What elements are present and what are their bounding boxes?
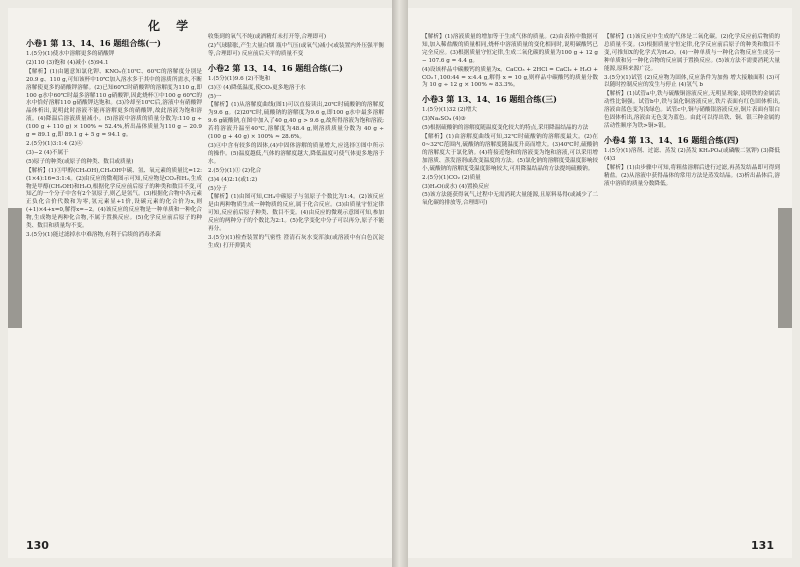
answer-paragraph: (5)原子的种类(或原子的种类、数目或质量) <box>26 158 134 165</box>
left-column-b <box>208 34 384 252</box>
answer-paragraph: 1.(5分)(1)溶剂、过滤、蒸发 (2)蒸发 KH₂PO₄(或磷酸二氢钾) (3)降低 (4)3 <box>604 147 780 162</box>
answer-paragraph: 【解析】(1)③甲醇(CH₃OH),CH₃OH中碳、氢、氧元素的质量比=12:(1×4):16=3:1:4。(2)由反应的微观图示可知,反应物是CO₂和H₂,生成物是甲醇(CH₃OH)和H₂O,根据化学反应前后原子的种类和数目不变,可知乙的一个分子中含有2个氢原子,则乙是氢气。(3)根据化合物中各元素正负化合价代数和为零,氢元素显+1价,设碳元素的化合价为x,则(+1)×4+x=0,解得x=−2。(4)该反应的反应物是一种单质和一种化合物,生成物是两种化合物,不属于置换反应。(5)化学反应前后原子的种类、数目和质量均不变。 <box>26 167 202 230</box>
answer-paragraph: 3.(5分)(1)检查装置的气密性 澄清石灰水变浑浊(或溶液中有白色沉淀生成) 打开弹簧夹 <box>208 234 384 249</box>
answer-paragraph: 【解析】(1)试管a中,铁与硫酸铜溶液反应,无明显现象,说明铁的金属活动性比铜强。试管b中,铁与氯化铜溶液反应,铁片表面有红色固体析出,溶液由蓝色变为浅绿色。试管c中,铜与硝酸银溶液反应,铜片表面有银白色固体析出,溶液由无色变为蓝色。由此可以得出铁、铜、银三种金属的活动性顺序为铁>铜>银。 <box>604 91 780 129</box>
answer-paragraph: 3.(5分)(1)能过滤掉水中难溶物,有利于后续的消毒杀菌 <box>26 231 161 238</box>
right-page <box>408 8 792 558</box>
left-column-a <box>26 34 202 241</box>
right-column-a <box>422 34 598 209</box>
answer-paragraph: 1.(5分)(1)9.6 (2)不饱和 <box>208 75 271 82</box>
answer-paragraph: 2.(5分)(1)3:1:4 (2)④ <box>26 140 83 147</box>
left-page <box>8 8 392 558</box>
answer-paragraph: 【解析】(1)从溶解度曲线(图1)可以直接读出,20℃时硫酸钠的溶解度为9.6 g。(2)20℃时,硫酸钠的溶解度为9.6 g,即100 g水中最多溶解9.6 g硫酸钠,在图中加入了40 g,40 g > 9.6 g,故所得溶液为饱和溶液;若将溶液升温至40℃,溶解度为48.4 g,则溶质质量分数为 40 g ÷ (100 g + 40 g) × 100% ≈ 28.6%。 <box>208 102 384 141</box>
quiz-section-title: 小卷3 第 13、14、16 题组合练(三) <box>422 94 557 105</box>
answer-paragraph: (3)③ (4)降低温度,使CO₂更多地溶于水 <box>208 84 306 91</box>
quiz-section-title: 小卷4 第 13、14、16 题组合练(四) <box>604 134 739 145</box>
answer-paragraph: 3.(5分)(1)试管 (2)反应物为固体,反应条件为加热 增大接触面积 (3)可以随时控制反应的发生与停止 (4)氢气 b <box>604 74 780 89</box>
answer-paragraph: (2)气球膨胀,产生大量白烟 瓶中气压(或氧气)减小(或装置内外压强平衡等,合理即可) 反应前后天平的质量不变 <box>208 42 384 57</box>
right-column-b <box>604 34 780 189</box>
quiz-section-title: 小卷1 第 13、14、16 题组合练(一) <box>26 38 161 48</box>
scan-edge-mark <box>778 208 792 328</box>
answer-paragraph: (5)该方法能获得氧气,过程中无需消耗大量能源,且原料易得(或减少了二氧化碳的排放等,合理即可) <box>422 192 598 207</box>
answer-paragraph: 【解析】(1)由步骤中可知,将粗盐溶解后进行过滤,再蒸发结晶即可得到精盐。(2)从溶液中获得晶体的常用方法是蒸发结晶。(3)析出晶体后,溶液中溶质的质量分数降低。 <box>604 164 780 187</box>
answer-paragraph: (3)④中含有较多的固体,(4)中固体溶解的质量增大,应选择③图中所示的操作。(5)温度越低,气体的溶解度越大,降低温度可使气体更多地溶于水。 <box>208 142 384 165</box>
answer-paragraph: 【解析】(1)由溶解度曲线可知,32℃时硫酸钠的溶解度最大。(2)在0~32℃范围内,硫酸钠的溶解度随温度升高而增大。(3)40℃时,硫酸钠的溶解度大于氯化钠。(4)将接近饱和的溶液变为饱和溶液,可以采用增加溶质、蒸发溶剂或改变温度的方法。(5)氯化钠的溶解度受温度影响较小,硫酸钠的溶解度受温度影响较大,可用降温结晶的方法提纯硫酸钠。 <box>422 134 598 172</box>
answer-paragraph: (3)−2 (4)不属于 <box>26 149 69 156</box>
answer-paragraph: (5)根据硫酸钠的溶解度随温度变化较大的特点,采用降温结晶的方法 <box>422 125 589 132</box>
answer-paragraph: (2)110 (3)饱和 (4)减小 (5)94.1 <box>26 59 109 66</box>
answer-paragraph: (4)设该样品中碳酸钙的质量为x。CaCO₃ + 2HCl = CaCl₂ + H₂O + CO₂↑,100:44 = x:4.4 g,解得 x = 10 g,则样品中碳酸钙的质量分数为 10 g ÷ 12 g × 100% ≈ 83.3%。 <box>422 66 598 89</box>
answer-paragraph: (3)Na₂SO₄ (4)③ <box>422 116 466 123</box>
answer-paragraph: 1.(5分)(1)使水中溶解更多的硝酸钾 <box>26 51 115 57</box>
answer-paragraph: 【解析】(1)该反应中生成的气体是二氧化碳。(2)化学反应前后物质的总质量不变。(3)根据质量守恒定律,化学反应前后原子的种类和数目不变,可推知X的化学式为H₂O。(4)一种单质与一种化合物反应生成另一种单质和另一种化合物的反应属于置换反应。(5)该方法不需要消耗大量能源,原料来源广泛。 <box>604 34 780 72</box>
answer-paragraph: (5)分子 <box>208 185 228 192</box>
page-number-right: 131 <box>751 539 774 552</box>
answer-paragraph: (5)一 <box>208 93 222 100</box>
quiz-section-title: 小卷2 第 13、14、16 题组合练(二) <box>208 62 343 73</box>
answer-paragraph: 【解析】(1)由图可知,CH₄中碳原子与氢原子个数比为1:4。(2)该反应是由两种物质生成一种物质的反应,属于化合反应。(3)由质量守恒定律可知,反应前后原子种类、数目不变。(4)由反应的微观示意图可知,参加反应的两种分子的个数比为2:1。(5)化学变化中分子可以再分,原子不能再分。 <box>208 194 384 233</box>
book-gutter <box>392 0 408 567</box>
answer-paragraph: 2.(5分)(1)① (2)化合 <box>208 167 262 174</box>
subject-header: 化 学 <box>148 19 195 33</box>
answer-paragraph: 2.(5分)(1)CO₂ (2)质量 <box>422 174 481 181</box>
answer-paragraph: 1.(5分)(1)32 (2)增大 <box>422 107 477 114</box>
answer-paragraph: 收集到的氧气不纯(或酒精灯未打开等,合理即可) <box>208 34 327 40</box>
answer-paragraph: 【解析】(1)溶液质量的增加等于生成气体的质量。(2)由表格中数据可知,加入稀盐酸的质量相同,烧杯中溶液质量的变化相同时,说明碳酸钙已完全反应。(3)根据质量守恒定律,生成二氧化碳的质量为100 g + 12 g − 107.6 g = 4.4 g。 <box>422 34 598 64</box>
answer-paragraph: (3)H₂O(或水) (4)置换反应 <box>422 183 490 190</box>
answer-paragraph: 【解析】(1)由题意知氯化钾、KNO₃在10℃、60℃的溶解度分别是20.9 g、110 g,可知该杯中10℃加入溶水多于其中的溶质所需水,不断溶解使更多的硝酸钾溶解。(2)已知60℃时硝酸钾的溶解度为110 g,即100 g水中60℃时最多溶解110 g硝酸钾,因此烧杯①中100 g 60℃的水中恰好溶解110 g硝酸钾达饱和。(3)冷却至10℃后,溶液中有硝酸钾晶体析出,说明此时溶液不能再溶解更多的硝酸钾,故此溶液为饱和溶液。(4)降温后溶液质量减小。(5)溶液中溶质的质量分数为:110 g ÷ (100 g + 110 g) × 100% ≈ 52.4%,析出晶体质量为110 g − 20.9 g = 89.1 g,即 89.1 g + 5 g = 94.1 g。 <box>26 68 202 139</box>
answer-paragraph: (3)4 (4)2:1(或1:2) <box>208 176 258 183</box>
page-number-left: 130 <box>26 539 49 552</box>
scan-edge-mark <box>8 208 22 328</box>
